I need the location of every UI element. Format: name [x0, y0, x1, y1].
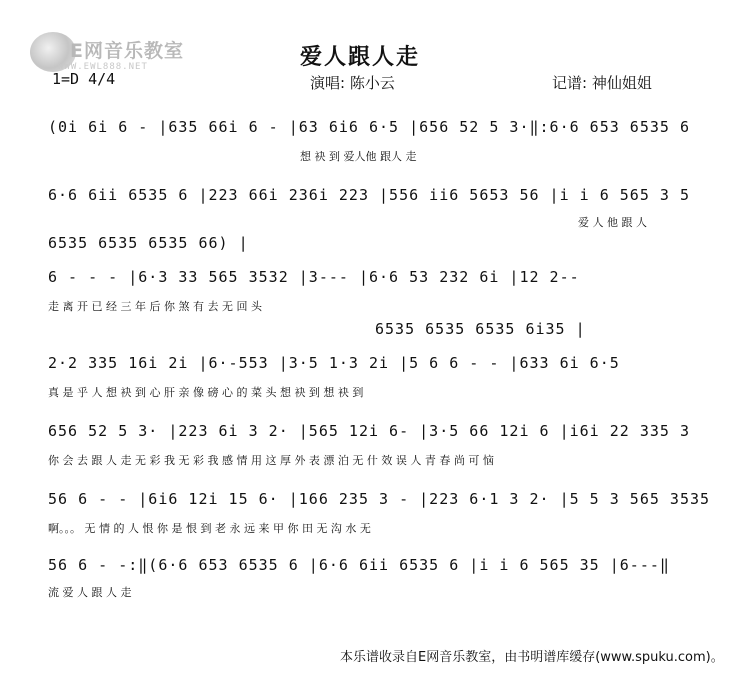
transcriber-credit: 记谱: 神仙姐姐: [552, 74, 652, 92]
notation-line-4: 6 - - - |6·3 33 565 3532 |3--- |6·6 53 232 6i |12 2--: [48, 268, 580, 286]
notation-line-5: 6535 6535 6535 6i35 |: [375, 320, 586, 338]
lyrics-line-9: 流 爱 人 跟 人 走: [48, 586, 132, 599]
footer-credit: 本乐谱收录自E网音乐教室，由书明谱库缓存(www.spuku.com)。: [340, 650, 724, 665]
notation-line-2: 6·6 6ii 6535 6 |223 66i 236i 223 |556 ii6 5653 56 |i i 6 565 3 5: [48, 186, 690, 204]
lyrics-line-6: 真 是 乎 人 想 袂 到 心 肝 亲 像 磅 心 的 菜 头 想 袂 到 想 袂 到: [48, 386, 364, 399]
lyrics-line-7: 你 会 去 跟 人 走 无 彩 我 无 彩 我 感 情 用 这 厚 外 表 漂 泊 无 什 效 误 人 青 春 尚 可 恼: [48, 454, 494, 467]
logo-text: E网音乐教室: [70, 40, 184, 62]
notation-line-8: 56 6 - - |6i6 12i 15 6· |166 235 3 - |223 6·1 3 2· |5 5 3 565 3535: [48, 490, 711, 508]
logo-url: WWW.EWL888.NET: [58, 62, 148, 72]
lyrics-line-2: 爱 人 他 跟 人: [578, 216, 647, 229]
lyrics-line-4: 走 离 开 已 经 三 年 后 你 煞 有 去 无 回 头: [48, 300, 262, 313]
song-title: 爱人跟人走: [300, 45, 421, 70]
lyrics-line-1: 想 袂 到 爱人他 跟人 走: [300, 150, 417, 163]
lyrics-line-8: 啊。。。 无 情 的 人 恨 你 是 恨 到 老 永 远 来 甲 你 田 无 沟 水 无: [48, 522, 371, 535]
notation-line-9: 56 6 - -:‖(6·6 653 6535 6 |6·6 6ii 6535 6 |i i 6 565 35 |6---‖: [48, 556, 670, 574]
key-signature: 1=D 4/4: [52, 70, 116, 88]
singer-credit: 演唱: 陈小云: [310, 74, 395, 92]
notation-line-3: 6535 6535 6535 66) |: [48, 234, 249, 252]
notation-line-1: (0i 6i 6 - |635 66i 6 - |63 6i6 6·5 |656 52 5 3·‖:6·6 653 6535 6: [48, 118, 690, 136]
notation-line-7: 656 52 5 3· |223 6i 3 2· |565 12i 6- |3·5 66 12i 6 |i6i 22 335 3: [48, 422, 690, 440]
notation-line-6: 2·2 335 16i 2i |6·-553 |3·5 1·3 2i |5 6 6 - - |633 6i 6·5: [48, 354, 620, 372]
